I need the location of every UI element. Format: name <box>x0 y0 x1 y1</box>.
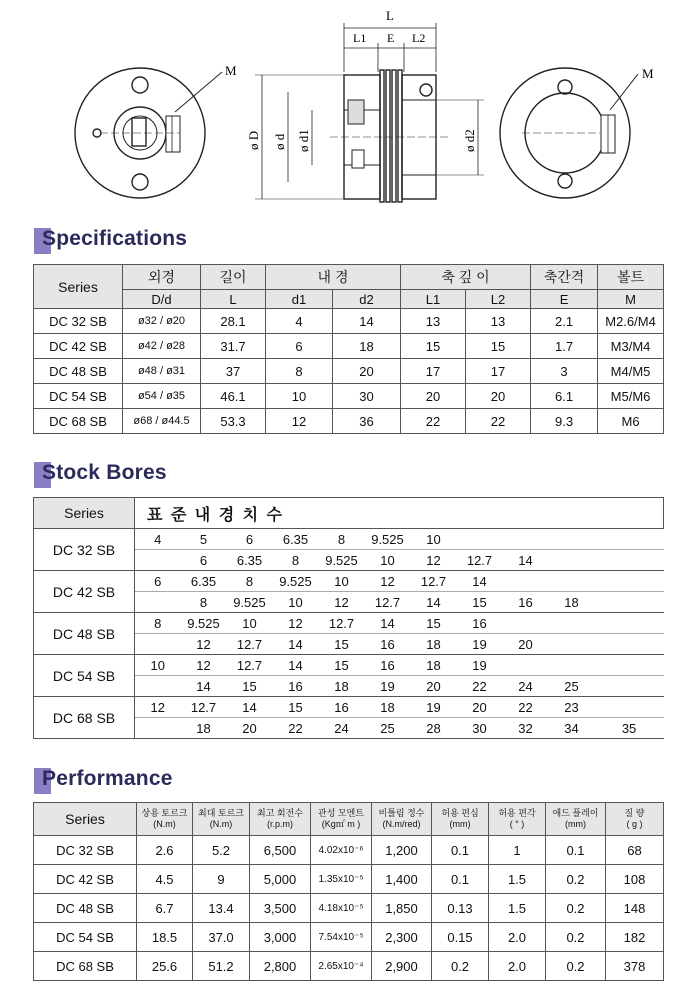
perf-cell: 1,400 <box>372 865 432 894</box>
stock-row <box>34 655 664 676</box>
perf-header-unit: (mm) <box>565 819 586 829</box>
stock-cell: 32 <box>503 718 549 739</box>
spec-header-outer-sub: D/d <box>123 290 201 309</box>
perf-cell: 108 <box>606 865 664 894</box>
stock-cell: 25 <box>365 718 411 739</box>
perf-cell: 5,000 <box>250 865 311 894</box>
perf-header-label: 최고 회전수 <box>257 808 303 818</box>
spec-header-series: Series <box>34 265 123 309</box>
stock-cell: 18 <box>319 676 365 697</box>
stock-cell: 18 <box>411 634 457 655</box>
perf-row <box>34 952 664 981</box>
spec-cell-l2: 22 <box>466 409 531 434</box>
stock-cell: 22 <box>457 676 503 697</box>
spec-cell-l2: 15 <box>466 334 531 359</box>
stock-cell: 12.7 <box>227 634 273 655</box>
stock-cell: 34 <box>549 718 595 739</box>
stock-cell: 5 <box>181 529 227 550</box>
spec-row <box>34 359 664 384</box>
stock-cell <box>503 571 549 592</box>
stock-cell <box>595 550 664 571</box>
label-l2: L2 <box>412 31 426 45</box>
stock-cell: 14 <box>411 592 457 613</box>
stock-series: DC 42 SB <box>34 571 135 613</box>
stock-cell: 18 <box>365 697 411 718</box>
perf-cell: 182 <box>606 923 664 952</box>
stock-cell: 20 <box>457 697 503 718</box>
perf-header-unit: (N.m/red) <box>382 819 421 829</box>
perf-cell: 25.6 <box>137 952 193 981</box>
stock-cell: 15 <box>273 697 319 718</box>
spec-cell-d2: 30 <box>333 384 401 409</box>
spec-header-inner: 내 경 <box>266 265 401 290</box>
perf-header-unit: (r.p.m) <box>267 819 293 829</box>
perf-cell: DC 32 SB <box>34 836 137 865</box>
stock-cell: 15 <box>319 655 365 676</box>
spec-cell-d1: 8 <box>266 359 333 384</box>
perf-cell: 1 <box>489 836 546 865</box>
perf-header <box>546 803 606 836</box>
stock-series: DC 48 SB <box>34 613 135 655</box>
stock-cell <box>595 613 664 634</box>
perf-header-label: 최대 토르크 <box>198 808 244 818</box>
perf-header <box>250 803 311 836</box>
perf-cell: 6,500 <box>250 836 311 865</box>
stock-cell: 14 <box>227 697 273 718</box>
perf-cell: 2.0 <box>489 952 546 981</box>
perf-header-unit: (mm) <box>449 819 471 829</box>
spec-header-gap: 축간격 <box>531 265 598 290</box>
perf-header-label: 상용 토르크 <box>141 808 188 818</box>
stock-cell: 14 <box>273 655 319 676</box>
stock-cell: 25 <box>549 676 595 697</box>
stock-cell: 16 <box>365 634 411 655</box>
perf-cell: DC 48 SB <box>34 894 137 923</box>
spec-cell-l1: 13 <box>401 309 466 334</box>
perf-cell: 0.2 <box>546 952 606 981</box>
stock-cell: 24 <box>319 718 365 739</box>
perf-header <box>606 803 664 836</box>
stock-cell: 19 <box>457 634 503 655</box>
perf-header <box>193 803 250 836</box>
stock-cell <box>135 676 181 697</box>
perf-cell: 0.2 <box>546 865 606 894</box>
perf-cell: 1,200 <box>372 836 432 865</box>
technical-drawing <box>0 0 685 215</box>
spec-cell-series: DC 68 SB <box>34 409 123 434</box>
perf-row <box>34 836 664 865</box>
stock-bores-table <box>33 497 664 739</box>
stock-cell: 12.7 <box>181 697 227 718</box>
perf-header <box>432 803 489 836</box>
stock-cell: 19 <box>457 655 503 676</box>
perf-header-label: 애드 플레이 <box>552 808 599 818</box>
stock-cell <box>135 634 181 655</box>
spec-row <box>34 334 664 359</box>
stock-series: DC 54 SB <box>34 655 135 697</box>
stock-cell: 15 <box>319 634 365 655</box>
perf-cell: DC 42 SB <box>34 865 137 894</box>
stock-cell: 10 <box>227 613 273 634</box>
spec-cell-l1: 22 <box>401 409 466 434</box>
stock-cell: 18 <box>549 592 595 613</box>
perf-cell: 37.0 <box>193 923 250 952</box>
spec-header-d1: d1 <box>266 290 333 309</box>
stock-cell: 9.525 <box>319 550 365 571</box>
spec-cell-d1: 6 <box>266 334 333 359</box>
stock-cell: 12 <box>273 613 319 634</box>
spec-row <box>34 309 664 334</box>
spec-cell-dd: ø42 / ø28 <box>123 334 201 359</box>
perf-cell: 51.2 <box>193 952 250 981</box>
stock-cell: 12 <box>365 571 411 592</box>
stock-cell <box>503 613 549 634</box>
spec-cell-l2: 13 <box>466 309 531 334</box>
stock-cell: 12.7 <box>457 550 503 571</box>
label-l1: L1 <box>353 31 367 45</box>
stock-cell <box>595 697 664 718</box>
stock-cell <box>549 613 595 634</box>
stock-cell <box>595 655 664 676</box>
label-d2: ø d2 <box>462 129 477 152</box>
stock-cell: 9.525 <box>365 529 411 550</box>
spec-header-l2: L2 <box>466 290 531 309</box>
perf-cell: DC 68 SB <box>34 952 137 981</box>
stock-cell <box>549 529 595 550</box>
perf-cell: 2,300 <box>372 923 432 952</box>
spec-header-outer: 외경 <box>123 265 201 290</box>
spec-cell-l: 28.1 <box>201 309 266 334</box>
perf-cell: 0.2 <box>546 894 606 923</box>
stock-cell: 24 <box>503 676 549 697</box>
spec-cell-m: M4/M5 <box>598 359 664 384</box>
stock-cell: 12 <box>411 550 457 571</box>
stock-cell: 6 <box>135 571 181 592</box>
stock-cell: 10 <box>273 592 319 613</box>
perf-header-unit: ( g ) <box>626 819 643 829</box>
stock-cell <box>503 655 549 676</box>
perf-cell: 2.0 <box>489 923 546 952</box>
side-view <box>255 23 484 202</box>
stock-cell: 12.7 <box>365 592 411 613</box>
stock-cell: 8 <box>135 613 181 634</box>
stock-cell: 16 <box>457 613 503 634</box>
specifications-table <box>33 264 664 434</box>
perf-cell: 5.2 <box>193 836 250 865</box>
stock-cell: 16 <box>365 655 411 676</box>
stock-cell <box>503 529 549 550</box>
perf-cell: 378 <box>606 952 664 981</box>
perf-cell: 0.1 <box>432 836 489 865</box>
spec-cell-dd: ø32 / ø20 <box>123 309 201 334</box>
spec-cell-d1: 10 <box>266 384 333 409</box>
stock-cell: 12.7 <box>319 613 365 634</box>
perf-cell: 0.13 <box>432 894 489 923</box>
spec-cell-l1: 15 <box>401 334 466 359</box>
stock-cell: 22 <box>503 697 549 718</box>
spec-cell-l1: 17 <box>401 359 466 384</box>
stock-cell <box>595 529 664 550</box>
stock-cell: 15 <box>227 676 273 697</box>
stock-cell: 14 <box>365 613 411 634</box>
spec-cell-l2: 17 <box>466 359 531 384</box>
stock-cell: 8 <box>181 592 227 613</box>
stock-series: DC 32 SB <box>34 529 135 571</box>
perf-cell: 2.6 <box>137 836 193 865</box>
stock-cell: 14 <box>457 571 503 592</box>
stock-cell: 9.525 <box>181 613 227 634</box>
stock-cell: 6.35 <box>273 529 319 550</box>
spec-cell-l1: 20 <box>401 384 466 409</box>
spec-cell-l: 53.3 <box>201 409 266 434</box>
stock-cell: 6 <box>181 550 227 571</box>
label-l: L <box>386 8 394 23</box>
spec-cell-series: DC 48 SB <box>34 359 123 384</box>
stock-cell: 14 <box>503 550 549 571</box>
perf-header-label: 질 량 <box>624 808 645 818</box>
stock-cell: 20 <box>227 718 273 739</box>
spec-cell-l: 46.1 <box>201 384 266 409</box>
spec-cell-series: DC 54 SB <box>34 384 123 409</box>
label-d-inner: ø d <box>272 133 287 150</box>
spec-cell-d2: 36 <box>333 409 401 434</box>
stock-header-series: Series <box>34 498 135 529</box>
spec-cell-e: 9.3 <box>531 409 598 434</box>
perf-cell: 0.1 <box>546 836 606 865</box>
stock-cell <box>549 571 595 592</box>
perf-header-label: 비틀림 정수 <box>378 808 425 818</box>
left-end-view <box>75 68 222 198</box>
perf-cell: 6.7 <box>137 894 193 923</box>
label-e: E <box>387 31 395 45</box>
label-m-right: M <box>642 66 654 81</box>
stock-cell <box>549 550 595 571</box>
perf-cell: 1.35x10⁻⁵ <box>311 865 372 894</box>
stock-cell <box>135 550 181 571</box>
stock-cell: 15 <box>457 592 503 613</box>
perf-cell: 0.2 <box>546 923 606 952</box>
spec-row <box>34 409 664 434</box>
stock-row <box>34 613 664 634</box>
spec-cell-m: M5/M6 <box>598 384 664 409</box>
label-m-left: M <box>225 63 237 78</box>
perf-cell: 4.02x10⁻⁶ <box>311 836 372 865</box>
stock-cell: 16 <box>319 697 365 718</box>
spec-row <box>34 384 664 409</box>
spec-cell-series: DC 32 SB <box>34 309 123 334</box>
performance-table <box>33 802 664 981</box>
perf-header-unit: (N.m) <box>153 819 176 829</box>
stock-cell: 19 <box>365 676 411 697</box>
spec-cell-d2: 18 <box>333 334 401 359</box>
stock-cell: 19 <box>411 697 457 718</box>
stock-cell <box>549 655 595 676</box>
perf-header-unit: (Kg㎡ m ) <box>321 819 361 829</box>
perf-cell: 1.5 <box>489 865 546 894</box>
spec-cell-m: M2.6/M4 <box>598 309 664 334</box>
spec-cell-l: 37 <box>201 359 266 384</box>
spec-cell-dd: ø54 / ø35 <box>123 384 201 409</box>
stock-cell: 12.7 <box>411 571 457 592</box>
stock-cell: 10 <box>135 655 181 676</box>
stock-cell: 6.35 <box>227 550 273 571</box>
perf-cell: 148 <box>606 894 664 923</box>
perf-cell: 68 <box>606 836 664 865</box>
perf-cell: DC 54 SB <box>34 923 137 952</box>
stock-cell: 16 <box>503 592 549 613</box>
perf-header <box>372 803 432 836</box>
stock-cell <box>595 592 664 613</box>
stock-cell: 18 <box>181 718 227 739</box>
spec-header-length: 길이 <box>201 265 266 290</box>
spec-cell-e: 2.1 <box>531 309 598 334</box>
perf-header-unit: (N.m) <box>209 819 233 829</box>
stock-cell: 9.525 <box>273 571 319 592</box>
stock-cell: 22 <box>273 718 319 739</box>
perf-header-label: 허용 편각 <box>498 808 536 818</box>
perf-cell: 4.5 <box>137 865 193 894</box>
stock-cell: 12 <box>135 697 181 718</box>
perf-cell: 2.65x10⁻⁴ <box>311 952 372 981</box>
spec-cell-e: 3 <box>531 359 598 384</box>
stock-series: DC 68 SB <box>34 697 135 739</box>
perf-header <box>311 803 372 836</box>
perf-header-label: Series <box>65 810 105 827</box>
spec-cell-m: M3/M4 <box>598 334 664 359</box>
perf-header-unit: ( ° ) <box>509 819 525 829</box>
stock-cell: 18 <box>411 655 457 676</box>
spec-cell-l: 31.7 <box>201 334 266 359</box>
stock-cell: 15 <box>411 613 457 634</box>
stock-cell <box>549 634 595 655</box>
stock-row <box>34 571 664 592</box>
label-d-outer: ø D <box>246 130 261 150</box>
perf-cell: 3,000 <box>250 923 311 952</box>
perf-cell: 2,800 <box>250 952 311 981</box>
label-d1: ø d1 <box>296 129 311 152</box>
perf-cell: 1.5 <box>489 894 546 923</box>
stock-header-sizes: 표 준 내 경 치 수 <box>135 498 664 529</box>
spec-cell-l2: 20 <box>466 384 531 409</box>
perf-cell: 0.2 <box>432 952 489 981</box>
stock-cell: 35 <box>595 718 664 739</box>
stock-cell: 20 <box>503 634 549 655</box>
spec-cell-d1: 12 <box>266 409 333 434</box>
stock-cell <box>135 718 181 739</box>
stock-cell: 8 <box>227 571 273 592</box>
perf-cell: 2,900 <box>372 952 432 981</box>
stock-cell: 12 <box>181 655 227 676</box>
perf-cell: 9 <box>193 865 250 894</box>
perf-row <box>34 865 664 894</box>
perf-header <box>489 803 546 836</box>
spec-cell-e: 6.1 <box>531 384 598 409</box>
stock-cell: 9.525 <box>227 592 273 613</box>
perf-row <box>34 923 664 952</box>
perf-cell: 0.1 <box>432 865 489 894</box>
perf-header <box>137 803 193 836</box>
stock-cell: 8 <box>319 529 365 550</box>
perf-row <box>34 894 664 923</box>
stock-cell <box>595 634 664 655</box>
stock-cell: 6.35 <box>181 571 227 592</box>
perf-cell: 7.54x10⁻⁵ <box>311 923 372 952</box>
spec-header-d2: d2 <box>333 290 401 309</box>
perf-header-label: 관성 모멘트 <box>318 808 364 818</box>
spec-cell-d1: 4 <box>266 309 333 334</box>
stock-cell: 12 <box>181 634 227 655</box>
stock-cell <box>595 571 664 592</box>
stock-cell: 12 <box>319 592 365 613</box>
perf-cell: 1,850 <box>372 894 432 923</box>
stock-cell: 6 <box>227 529 273 550</box>
perf-header <box>34 803 137 836</box>
spec-header-bolt-sub: M <box>598 290 664 309</box>
stock-cell: 14 <box>181 676 227 697</box>
stock-cell: 12.7 <box>227 655 273 676</box>
stock-cell <box>457 529 503 550</box>
stock-cell <box>595 676 664 697</box>
spec-cell-d2: 14 <box>333 309 401 334</box>
spec-cell-d2: 20 <box>333 359 401 384</box>
spec-cell-series: DC 42 SB <box>34 334 123 359</box>
spec-cell-dd: ø48 / ø31 <box>123 359 201 384</box>
stock-cell: 14 <box>273 634 319 655</box>
spec-cell-dd: ø68 / ø44.5 <box>123 409 201 434</box>
perf-header-label: 허용 편심 <box>441 808 479 818</box>
stock-cell: 16 <box>273 676 319 697</box>
spec-header-l1: L1 <box>401 290 466 309</box>
stock-cell: 4 <box>135 529 181 550</box>
stock-row <box>34 529 664 550</box>
spec-header-gap-sub: E <box>531 290 598 309</box>
perf-cell: 18.5 <box>137 923 193 952</box>
stock-cell <box>135 592 181 613</box>
stock-cell: 10 <box>365 550 411 571</box>
spec-header-bolt: 볼트 <box>598 265 664 290</box>
right-end-view <box>500 68 638 198</box>
spec-cell-m: M6 <box>598 409 664 434</box>
perf-cell: 3,500 <box>250 894 311 923</box>
perf-cell: 4.18x10⁻⁵ <box>311 894 372 923</box>
stock-cell: 20 <box>411 676 457 697</box>
stock-cell: 10 <box>319 571 365 592</box>
stock-cell: 10 <box>411 529 457 550</box>
spec-header-shaft: 축 깊 이 <box>401 265 531 290</box>
spec-header-length-sub: L <box>201 290 266 309</box>
perf-cell: 0.15 <box>432 923 489 952</box>
stock-cell: 23 <box>549 697 595 718</box>
stock-cell: 30 <box>457 718 503 739</box>
stock-row <box>34 697 664 718</box>
stock-cell: 28 <box>411 718 457 739</box>
spec-cell-e: 1.7 <box>531 334 598 359</box>
stock-cell: 8 <box>273 550 319 571</box>
perf-cell: 13.4 <box>193 894 250 923</box>
